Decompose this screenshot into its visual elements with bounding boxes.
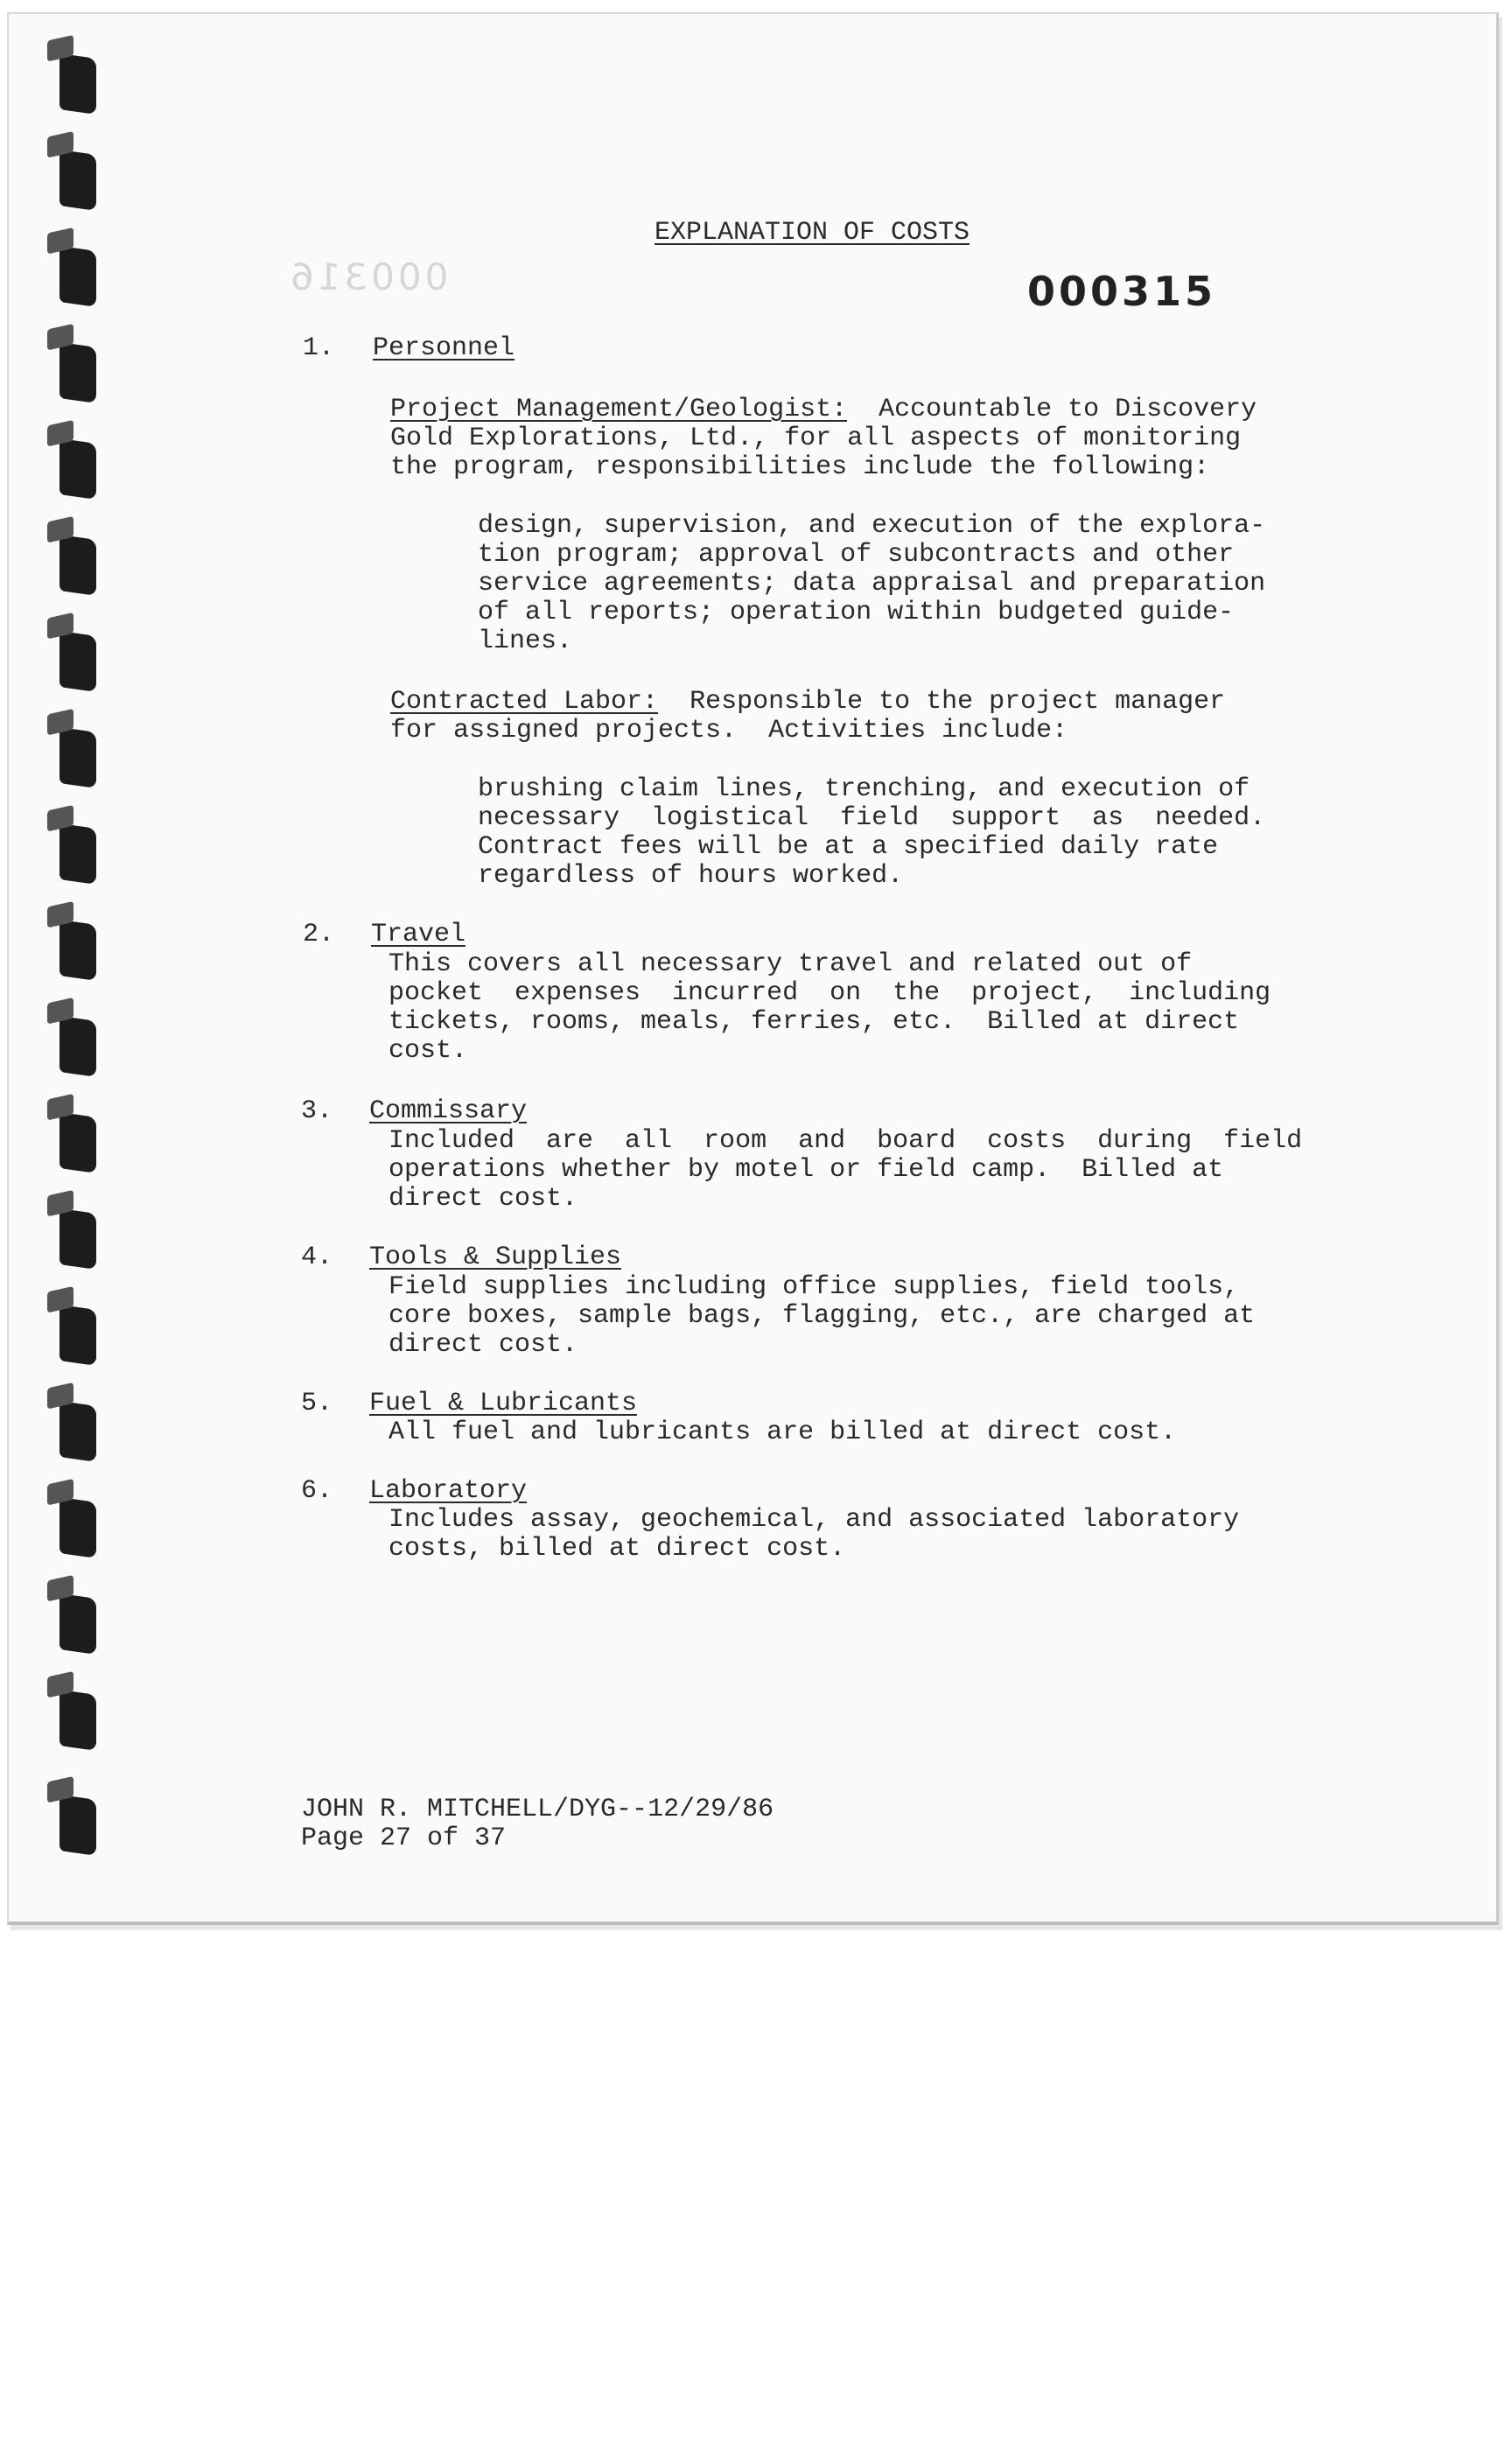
body-line: Includes assay, geochemical, and associated laboratory	[388, 1505, 1240, 1535]
body-line: for assigned projects. Activities include:	[390, 716, 1068, 746]
detail-line: design, supervision, and execution of the explora-	[478, 511, 1266, 541]
footer-page-number: Page 27 of 37	[301, 1824, 507, 1853]
binding-ring	[60, 246, 96, 307]
section-number: 2.	[303, 920, 335, 949]
body-line: direct cost.	[388, 1330, 578, 1360]
detail-line: brushing claim lines, trenching, and execution of	[478, 774, 1250, 804]
subsection-lead-text: Responsible to the project manager	[658, 687, 1226, 717]
subsection-lead-line	[390, 688, 1225, 717]
binding-ring	[60, 823, 96, 885]
detail-line: tion program; approval of subcontracts and other	[478, 540, 1235, 570]
section-title-fuel-lubricants: Fuel & Lubricants	[369, 1389, 638, 1418]
binding-ring	[60, 1401, 96, 1462]
binding-ring	[60, 1497, 96, 1558]
body-line: cost.	[388, 1036, 468, 1066]
binding-ring	[60, 1593, 96, 1655]
detail-line: regardless of hours worked.	[478, 861, 904, 891]
body-line: pocket expenses incurred on the project, including	[388, 978, 1271, 1008]
binding-ring	[60, 1795, 96, 1856]
section-number: 3.	[301, 1096, 333, 1126]
body-line: direct cost.	[388, 1184, 578, 1214]
binding-ring	[60, 1690, 96, 1751]
binding-ring	[60, 727, 96, 788]
binding-ring	[60, 535, 96, 596]
detail-line: of all reports; operation within budgeted guide-	[478, 598, 1235, 627]
bleed-through-number: 000316	[287, 256, 449, 298]
binding-ring	[60, 1305, 96, 1366]
subsection-title-contracted-labor: Contracted Labor:	[390, 687, 659, 717]
section-title-travel: Travel	[371, 920, 466, 949]
detail-line: lines.	[478, 626, 573, 656]
spiral-binding	[42, 12, 112, 1920]
body-line: Gold Explorations, Ltd., for all aspects of monitoring	[390, 424, 1242, 453]
binding-ring	[60, 631, 96, 692]
section-title-tools-supplies: Tools & Supplies	[369, 1242, 622, 1272]
footer-author-date: JOHN R. MITCHELL/DYG--12/29/86	[301, 1795, 774, 1824]
body-line: All fuel and lubricants are billed at direct cost.	[388, 1418, 1177, 1447]
section-title-personnel: Personnel	[373, 333, 515, 363]
subsection-lead-text: Accountable to Discovery	[847, 395, 1257, 424]
subsection-lead-line	[390, 396, 1256, 424]
body-line: operations whether by motel or field camp. Billed at	[388, 1155, 1224, 1185]
binding-ring	[60, 1112, 96, 1173]
section-number: 5.	[301, 1389, 333, 1418]
binding-ring	[60, 920, 96, 981]
detail-line: necessary logistical field support as needed.	[478, 803, 1266, 833]
binding-ring	[60, 1016, 96, 1077]
body-line: Included are all room and board costs during field	[388, 1126, 1303, 1156]
binding-ring	[60, 1208, 96, 1270]
body-line: costs, billed at direct cost.	[388, 1534, 846, 1564]
binding-ring	[60, 150, 96, 211]
binding-ring	[60, 342, 96, 403]
page-heading: EXPLANATION OF COSTS	[654, 218, 970, 248]
detail-line: Contract fees will be at a specified daily rate	[478, 832, 1219, 862]
detail-line: service agreements; data appraisal and preparation	[478, 569, 1266, 598]
section-number: 6.	[301, 1476, 333, 1506]
subsection-title-project-management: Project Management/Geologist:	[390, 395, 848, 424]
section-title-commissary: Commissary	[369, 1096, 528, 1126]
body-line: tickets, rooms, meals, ferries, etc. Billed at direct	[388, 1007, 1240, 1037]
section-number: 4.	[301, 1242, 333, 1272]
body-line: Field supplies including office supplies, field tools,	[388, 1272, 1240, 1302]
section-number: 1.	[303, 333, 335, 363]
body-line: This covers all necessary travel and related out of	[388, 949, 1193, 979]
section-title-laboratory: Laboratory	[369, 1476, 528, 1506]
body-line: the program, responsibilities include the following:	[390, 452, 1210, 482]
binding-ring	[60, 438, 96, 500]
binding-ring	[60, 53, 96, 115]
body-line: core boxes, sample bags, flagging, etc., are charged at	[388, 1301, 1256, 1331]
bates-stamp-number: 000315	[1027, 268, 1217, 315]
